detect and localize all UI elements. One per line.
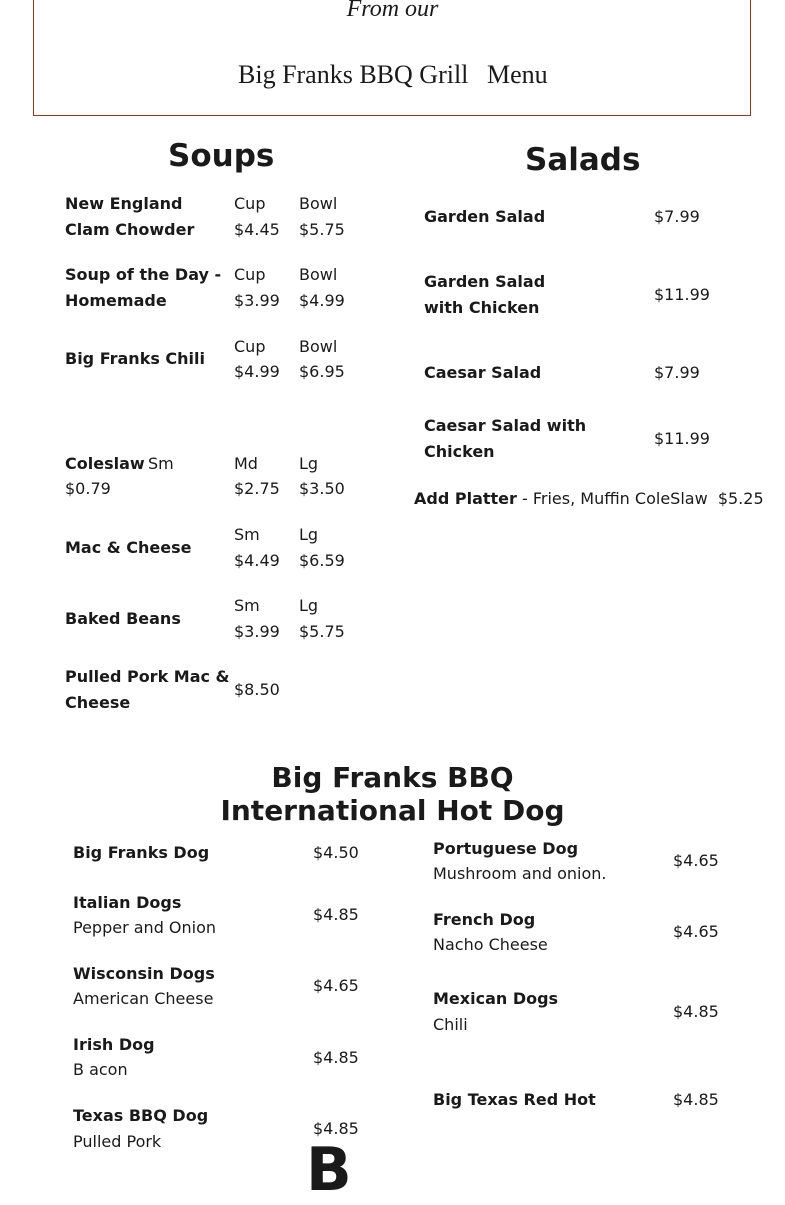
soup-price: $5.75 [299,220,345,239]
hotdog-name: Mexican Dogs [433,989,559,1008]
hotdog-name: Wisconsin Dogs [73,964,215,983]
menu-word: Menu [487,60,548,89]
hotdog-desc: Pulled Pork [73,1132,162,1151]
hotdog-desc: Nacho Cheese [433,935,548,954]
restaurant-name: Big Franks BBQ Grill [238,60,469,89]
hotdog-price: $4.85 [673,1090,719,1109]
soup-name: Soup of the Day - [65,265,222,284]
side-name: Pulled Pork Mac & [65,667,230,686]
side-price: $6.59 [299,551,345,570]
hotdog-price: $4.65 [673,922,719,941]
side-size: Lg [299,454,319,473]
side-size: Sm [234,525,260,544]
soup-name: New England [65,194,183,213]
hotdog-price: $4.65 [313,976,359,995]
salad-name: Garden Salad [424,207,546,226]
hotdog-price: $4.50 [313,843,359,862]
hotdog-price: $4.65 [673,851,719,870]
hotdog-name: Italian Dogs [73,893,182,912]
side-size: Sm [234,596,260,615]
soup-name: Big Franks Chili [65,349,206,368]
hotdog-name: Irish Dog [73,1035,155,1054]
hotdog-desc: B acon [73,1060,128,1079]
soup-price: $4.99 [234,362,280,381]
hotdog-name: Texas BBQ Dog [73,1106,209,1125]
side-size: Lg [299,596,319,615]
hotdog-price: $4.85 [313,1119,359,1138]
salad-price: $11.99 [654,285,710,304]
hotdog-price: $4.85 [313,1048,359,1067]
side-price: $5.75 [299,622,345,641]
hotdog-title-line2: International Hot Dog [220,794,565,827]
add-platter-line [414,486,764,512]
hotdog-desc: Pepper and Onion [73,918,217,937]
hotdog-name: Portuguese Dog [433,839,579,858]
hotdog-price: $4.85 [673,1002,719,1021]
side-name: Mac & Cheese [65,538,192,557]
soup-size: Bowl [299,194,338,213]
salad-name: Chicken [424,442,495,461]
side-name: Baked Beans [65,609,181,628]
side-name: Coleslaw [65,454,145,473]
soup-price: $6.95 [299,362,345,381]
salad-price: $7.99 [654,363,700,382]
side-price: $8.50 [234,680,280,699]
salad-name: Caesar Salad [424,363,542,382]
hotdog-desc: Mushroom and onion. [433,864,607,883]
side-price: $4.49 [234,551,280,570]
salad-name: with Chicken [424,298,540,317]
salad-name: Garden Salad [424,272,546,291]
side-size: Sm [148,454,174,473]
side-price: $3.50 [299,479,345,498]
hotdog-title-line1: Big Franks BBQ [271,761,514,794]
soup-name: Homemade [65,291,167,310]
next-section-heading-partial: B [306,1135,352,1205]
side-price: $0.79 [65,479,111,498]
hotdog-desc: Chili [433,1015,468,1034]
soup-size: Bowl [299,337,338,356]
add-platter-desc: - Fries, Muffin ColeSlaw $5.25 [516,489,764,508]
salad-price: $11.99 [654,429,710,448]
hotdog-name: French Dog [433,910,536,929]
side-price: $2.75 [234,479,280,498]
add-platter-label: Add Platter [414,489,517,508]
soup-size: Cup [234,265,266,284]
soup-size: Cup [234,194,266,213]
side-name: Cheese [65,693,131,712]
salad-name: Caesar Salad with [424,416,587,435]
salad-price: $7.99 [654,207,700,226]
soups-title: Soups [168,138,275,174]
soup-size: Bowl [299,265,338,284]
side-size: Lg [299,525,319,544]
soup-price: $3.99 [234,291,280,310]
hotdog-price: $4.85 [313,905,359,924]
soup-size: Cup [234,337,266,356]
side-price: $3.99 [234,622,280,641]
salads-title: Salads [525,142,641,178]
hotdog-name: Big Franks Dog [73,843,210,862]
soup-price: $4.99 [299,291,345,310]
hotdog-name: Big Texas Red Hot [433,1090,596,1109]
side-size: Md [234,454,258,473]
from-our-text: From our [346,0,439,22]
soup-name: Clam Chowder [65,220,195,239]
soup-price: $4.45 [234,220,280,239]
hotdog-desc: American Cheese [73,989,214,1008]
